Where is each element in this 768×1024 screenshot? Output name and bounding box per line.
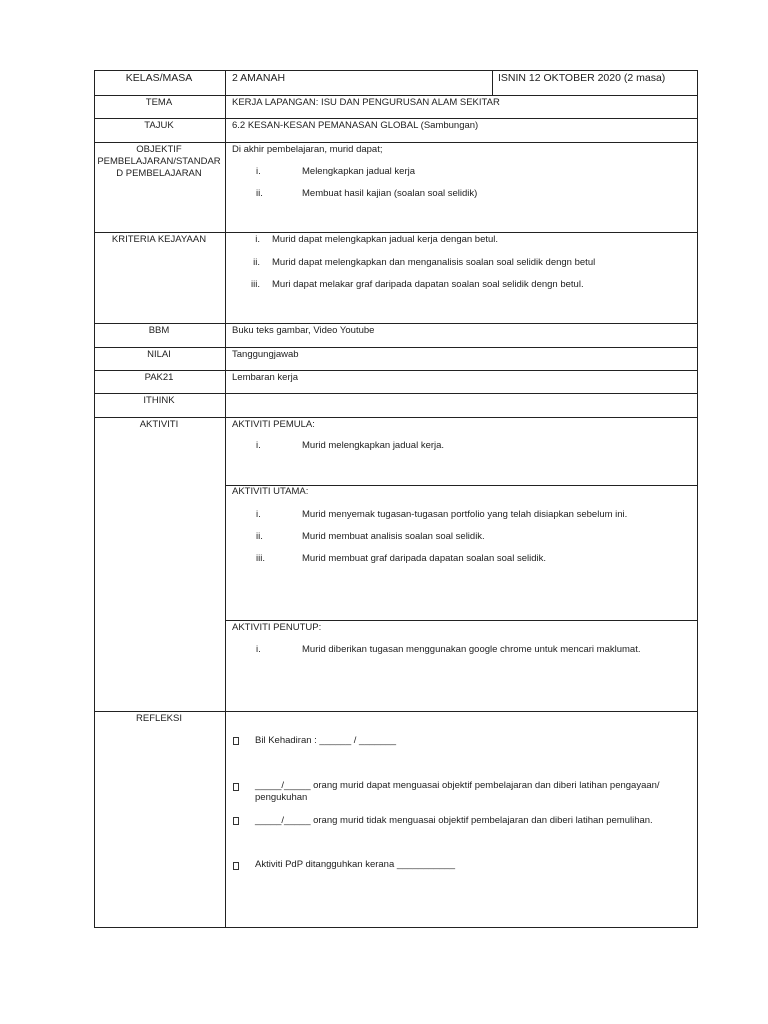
row-divider: [94, 95, 698, 96]
row-divider: [94, 142, 698, 143]
objektif-intro: Di akhir pembelajaran, murid dapat;: [232, 144, 383, 155]
row-divider: [94, 393, 698, 394]
objektif-label-line: PEMBELAJARAN/STANDAR: [97, 156, 221, 167]
aktiviti-item-num: i.: [256, 440, 261, 451]
date-value: ISNIN 12 OKTOBER 2020 (2 masa): [498, 72, 666, 84]
kriteria-item-text: Murid dapat melengkapkan dan menganalisis soalan soal selidik dengn betul: [272, 257, 596, 268]
objektif-item-num: i.: [256, 166, 261, 177]
checkbox-icon: [233, 817, 239, 825]
row-divider: [94, 711, 698, 712]
sub-row-divider: [225, 620, 698, 621]
ithink-label: ITHINK: [143, 395, 175, 406]
column-divider: [492, 70, 493, 95]
objektif-item-num: ii.: [256, 188, 263, 199]
kriteria-item-num: iii.: [251, 279, 260, 290]
checkbox-icon: [233, 737, 239, 745]
checkbox-icon: [233, 783, 239, 791]
objektif-label-line: OBJEKTIF: [136, 144, 182, 155]
aktiviti-item-text: Murid membuat analisis soalan soal selidik.: [302, 531, 485, 542]
aktiviti-item-text: Murid melengkapkan jadual kerja.: [302, 440, 445, 451]
aktiviti-penutup-heading: AKTIVITI PENUTUP:: [232, 622, 322, 633]
table-border-left: [94, 70, 95, 928]
kriteria-item-text: Murid dapat melengkapkan jadual kerja dengan betul.: [272, 234, 499, 245]
table-border-right: [697, 70, 698, 928]
aktiviti-item-num: i.: [256, 509, 261, 520]
bbm-label: BBM: [148, 325, 170, 336]
aktiviti-item-num: i.: [256, 644, 261, 655]
refleksi-item-line: Aktiviti PdP ditangguhkan kerana ___________: [255, 859, 456, 870]
table-border-top: [94, 70, 698, 71]
table-border-bottom: [94, 927, 698, 928]
nilai-value: Tanggungjawab: [232, 349, 299, 360]
nilai-label: NILAI: [147, 349, 171, 360]
refleksi-item-line: pengukuhan: [255, 792, 308, 803]
tajuk-label: TAJUK: [144, 120, 174, 131]
column-divider: [225, 70, 226, 928]
kriteria-label: KRITERIA KEJAYAAN: [111, 234, 207, 245]
refleksi-item-line: _____/_____ orang murid tidak menguasai objektif pembelajaran dan diberi latihan pemulihan.: [255, 815, 653, 826]
refleksi-item-line: _____/_____ orang murid dapat menguasai objektif pembelajaran dan diberi latihan pengayaan/: [255, 780, 660, 791]
refleksi-label: REFLEKSI: [136, 713, 182, 724]
row-divider: [94, 370, 698, 371]
aktiviti-item-text: Murid membuat graf daripada dapatan soalan soal selidik.: [302, 553, 546, 564]
objektif-item-text: Melengkapkan jadual kerja: [302, 166, 416, 177]
tema-value: KERJA LAPANGAN: ISU DAN PENGURUSAN ALAM SEKITAR: [232, 97, 500, 108]
pak21-label: PAK21: [144, 372, 174, 383]
objektif-item-text: Membuat hasil kajian (soalan soal selidik): [302, 188, 478, 199]
row-divider: [94, 323, 698, 324]
aktiviti-item-text: Murid diberikan tugasan menggunakan google chrome untuk mencari maklumat.: [302, 644, 641, 655]
checkbox-icon: [233, 862, 239, 870]
row-divider: [94, 347, 698, 348]
aktiviti-item-text: Murid menyemak tugasan-tugasan portfolio yang telah disiapkan sebelum ini.: [302, 509, 628, 520]
kriteria-item-num: ii.: [253, 257, 260, 268]
lesson-plan-table: [94, 70, 698, 928]
aktiviti-utama-heading: AKTIVITI UTAMA:: [232, 486, 309, 497]
aktiviti-pemula-heading: AKTIVITI PEMULA:: [232, 419, 315, 430]
aktiviti-label: AKTIVITI: [139, 419, 179, 430]
tema-label: TEMA: [145, 97, 173, 108]
kelas-masa-label: KELAS/MASA: [125, 72, 193, 84]
objektif-label-line: D PEMBELAJARAN: [116, 168, 202, 179]
pak21-value: Lembaran kerja: [232, 372, 299, 383]
row-divider: [94, 417, 698, 418]
kriteria-item-text: Muri dapat melakar graf daripada dapatan soalan soal selidik dengn betul.: [272, 279, 584, 290]
row-divider: [94, 118, 698, 119]
kelas-value: 2 AMANAH: [232, 72, 286, 84]
aktiviti-item-num: iii.: [256, 553, 265, 564]
bbm-value: Buku teks gambar, Video Youtube: [232, 325, 375, 336]
refleksi-item-line: Bil Kehadiran : ______ / _______: [255, 735, 397, 746]
tajuk-value: 6.2 KESAN-KESAN PEMANASAN GLOBAL (Sambungan): [232, 120, 479, 131]
aktiviti-item-num: ii.: [256, 531, 263, 542]
kriteria-item-num: i.: [255, 234, 260, 245]
row-divider: [94, 232, 698, 233]
